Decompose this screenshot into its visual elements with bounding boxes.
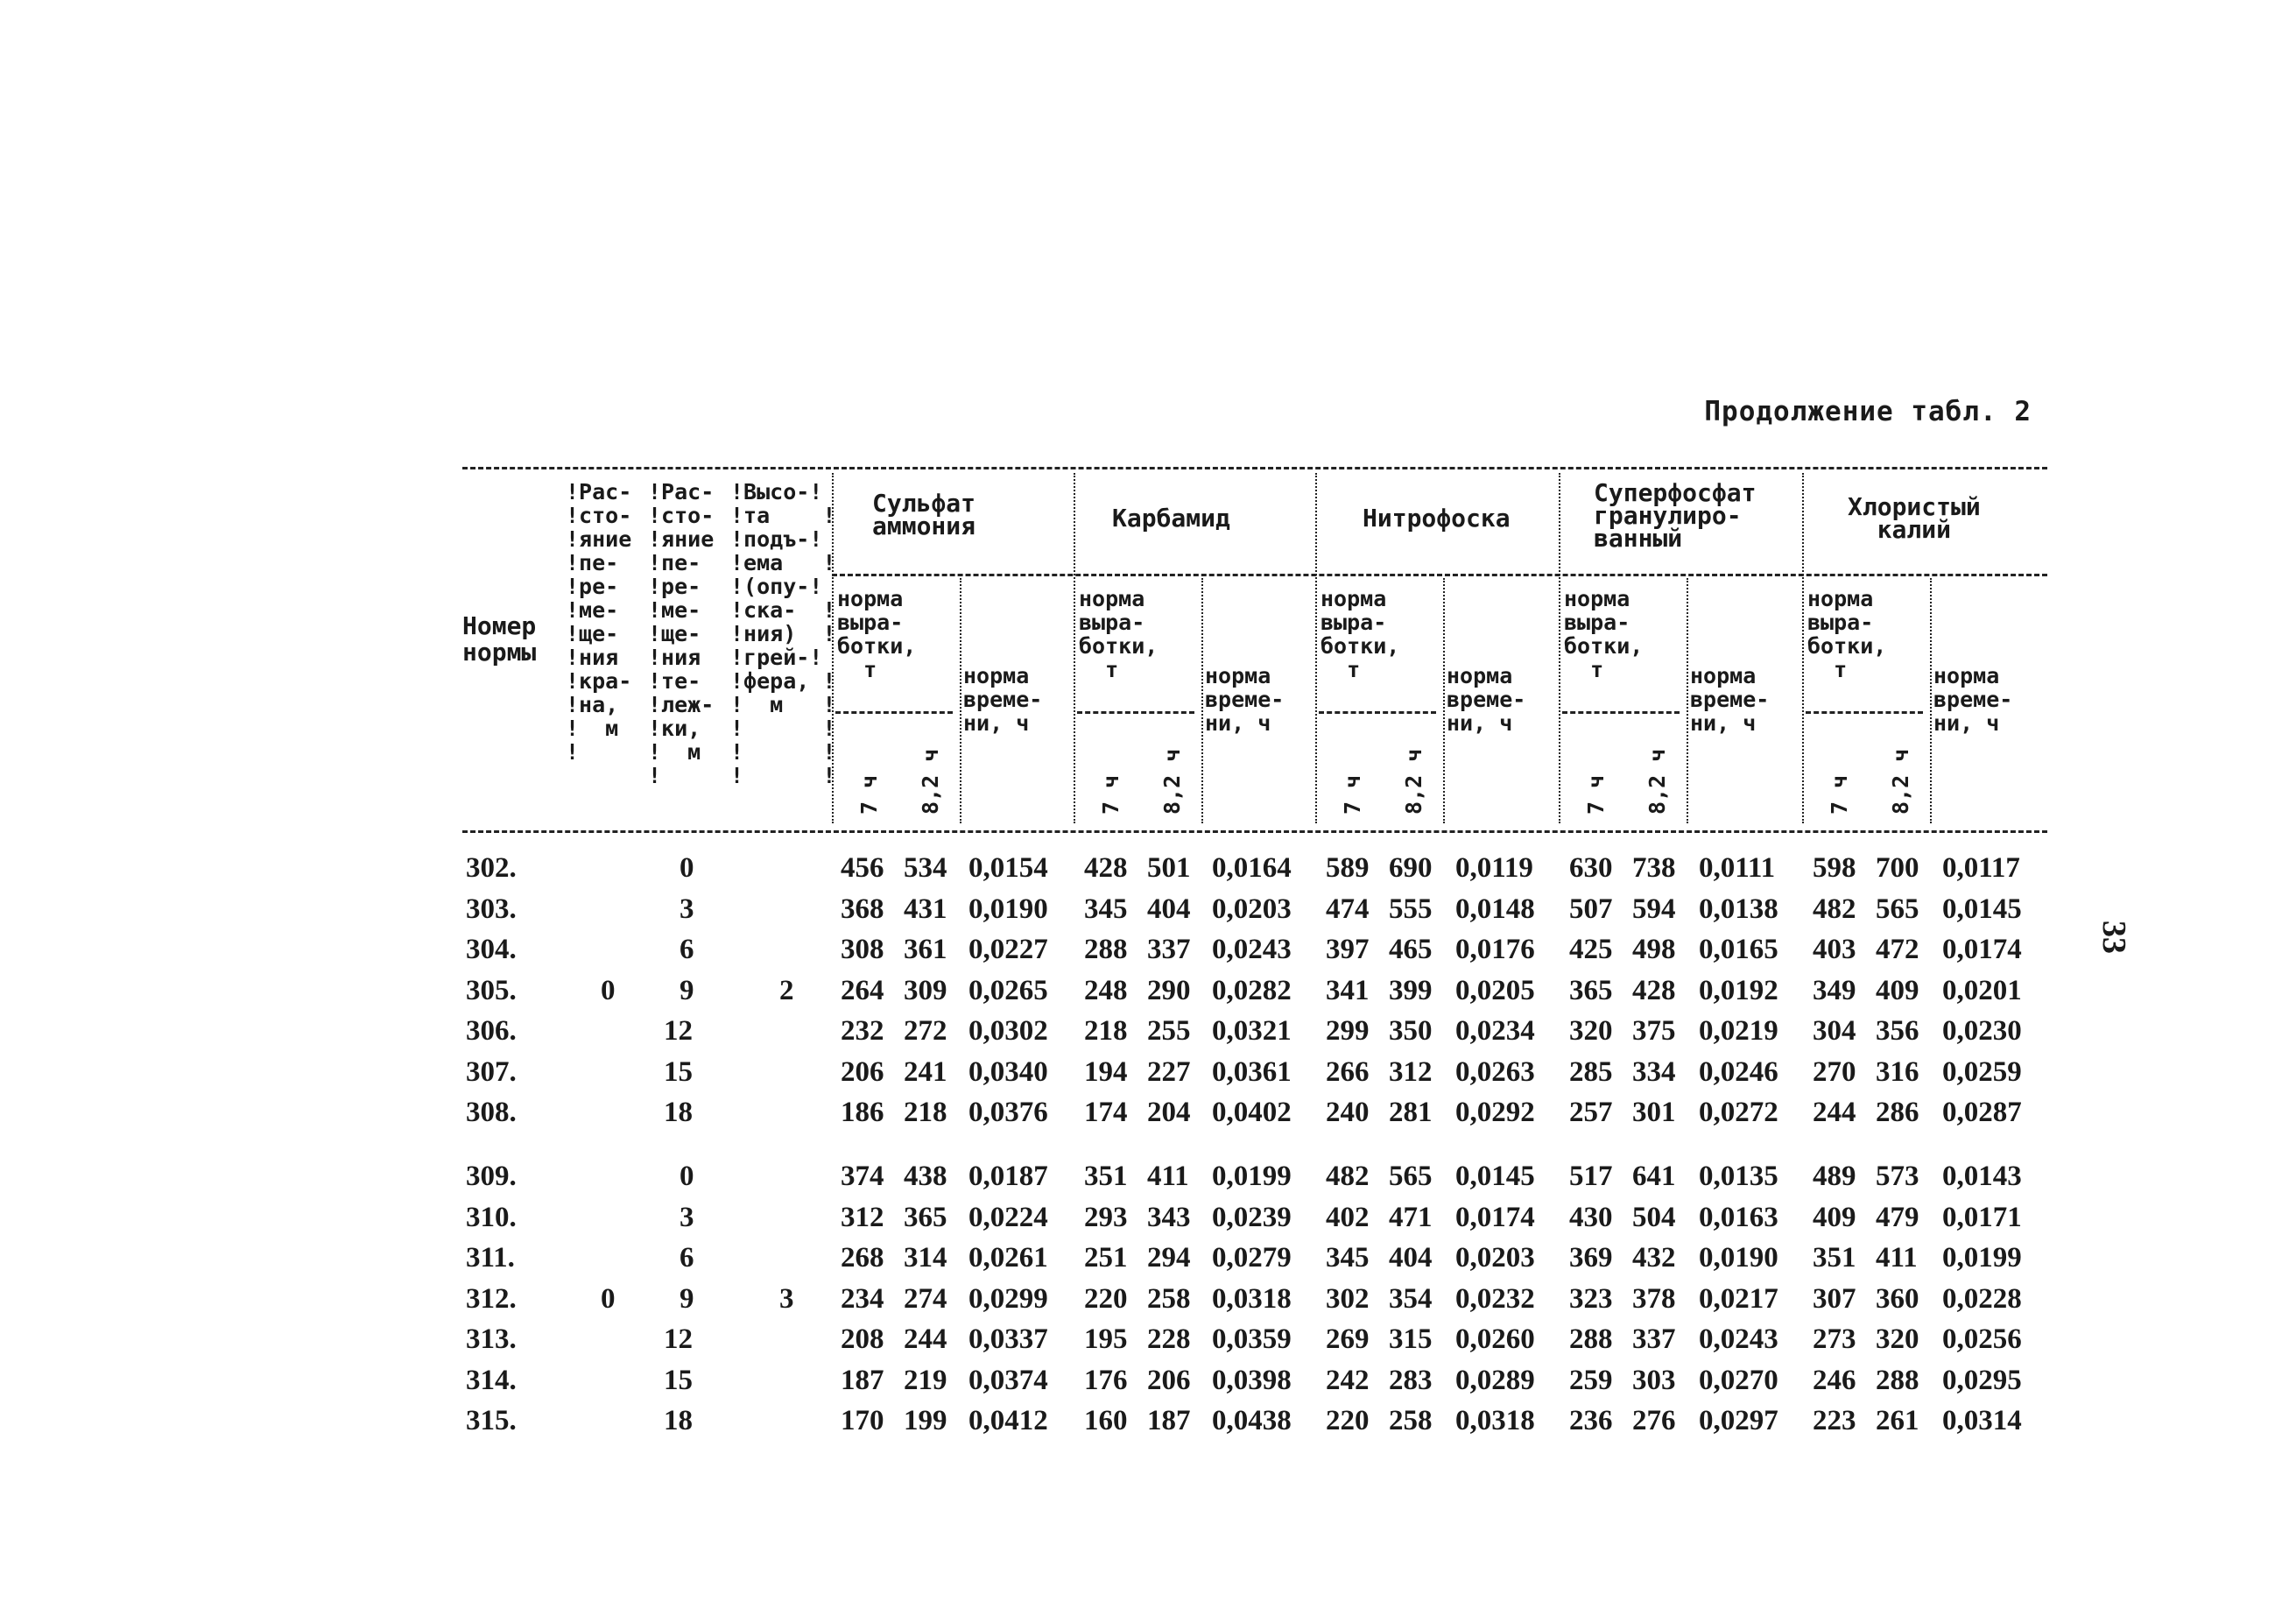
row-number: 305. xyxy=(466,974,517,1006)
table-cell: 0,0265 xyxy=(968,974,1048,1006)
subheader-rule xyxy=(835,711,953,714)
header-rast-kran: !Рас- !сто- !яние !пе- !ре- !ме- !ще- !ния !кра- !на, ! м ! xyxy=(566,479,632,765)
table-cell: 0,0292 xyxy=(1455,1097,1535,1128)
table-cell: 517 xyxy=(1569,1161,1613,1192)
table-cell: 700 xyxy=(1876,852,1919,884)
table-cell: 272 xyxy=(904,1015,947,1047)
table-cell: 374 xyxy=(841,1161,884,1192)
table-cell: 314 xyxy=(904,1242,947,1274)
header-mid-rule xyxy=(832,574,2047,576)
table-cell: 337 xyxy=(1632,1323,1676,1355)
table-cell: 0,0302 xyxy=(968,1015,1048,1047)
cell-rast-tel: 18 xyxy=(664,1097,693,1128)
table-cell: 0,0402 xyxy=(1212,1097,1292,1128)
table-cell: 0,0201 xyxy=(1942,974,2022,1006)
table-cell: 411 xyxy=(1876,1242,1918,1274)
table-cell: 0,0299 xyxy=(968,1282,1048,1315)
row-number: 310. xyxy=(466,1201,517,1233)
table-cell: 598 xyxy=(1813,852,1856,884)
subheader-rule xyxy=(1562,711,1680,714)
table-cell: 290 xyxy=(1147,974,1191,1006)
header-norma-vremeni: норма време- ни, ч xyxy=(1205,663,1285,736)
table-cell: 350 xyxy=(1389,1015,1433,1047)
table-cell: 0,0224 xyxy=(968,1201,1048,1233)
table-cell: 240 xyxy=(1326,1097,1370,1128)
table-caption: Продолжение табл. 2 xyxy=(1704,396,2032,427)
cell-rast-tel: 9 xyxy=(680,1282,694,1315)
table-cell: 199 xyxy=(904,1405,947,1436)
table-cell: 223 xyxy=(1813,1405,1856,1436)
table-cell: 349 xyxy=(1813,974,1856,1006)
table-cell: 0,0199 xyxy=(1212,1161,1292,1192)
table-cell: 0,0289 xyxy=(1455,1364,1535,1396)
table-cell: 334 xyxy=(1632,1055,1676,1088)
table-cell: 0,0376 xyxy=(968,1097,1048,1128)
table-cell: 534 xyxy=(904,852,947,884)
cell-rast-tel: 6 xyxy=(680,1242,694,1274)
cell-rast-tel: 15 xyxy=(664,1364,693,1396)
header-8-2h: 8,2 ч xyxy=(1159,748,1185,815)
table-cell: 255 xyxy=(1147,1015,1191,1047)
table-cell: 431 xyxy=(904,893,947,925)
row-number: 313. xyxy=(466,1323,517,1355)
table-cell: 312 xyxy=(1389,1055,1433,1088)
row-number: 309. xyxy=(466,1161,517,1192)
table-cell: 288 xyxy=(1569,1323,1613,1355)
table-cell: 368 xyxy=(841,893,884,925)
table-cell: 0,0295 xyxy=(1942,1364,2022,1396)
table-cell: 0,0145 xyxy=(1455,1161,1535,1192)
table-cell: 507 xyxy=(1569,893,1613,925)
table-cell: 351 xyxy=(1084,1161,1128,1192)
table-cell: 565 xyxy=(1876,893,1919,925)
table-cell: 0,0145 xyxy=(1942,893,2022,925)
header-norma-vremeni: норма време- ни, ч xyxy=(1447,663,1526,736)
table-cell: 361 xyxy=(904,934,947,965)
cell-rast-tel: 0 xyxy=(680,1161,694,1192)
table-cell: 261 xyxy=(1876,1405,1919,1436)
table-cell: 0,0297 xyxy=(1699,1405,1778,1436)
table-cell: 194 xyxy=(1084,1055,1128,1088)
header-7h: 7 ч xyxy=(1098,774,1123,815)
table-cell: 337 xyxy=(1147,934,1191,965)
table-cell: 404 xyxy=(1389,1242,1433,1274)
table-cell: 0,0111 xyxy=(1699,852,1776,884)
row-number: 314. xyxy=(466,1364,517,1396)
page-number: 33 xyxy=(2095,921,2132,954)
table-cell: 288 xyxy=(1084,934,1128,965)
table-cell: 0,0340 xyxy=(968,1055,1048,1088)
table-cell: 0,0119 xyxy=(1455,852,1533,884)
table-cell: 0,0263 xyxy=(1455,1055,1535,1088)
table-cell: 308 xyxy=(841,934,884,965)
table-cell: 409 xyxy=(1813,1201,1856,1233)
table-cell: 251 xyxy=(1084,1242,1128,1274)
table-cell: 0,0192 xyxy=(1699,974,1778,1006)
cell-rast-tel: 18 xyxy=(664,1405,693,1436)
table-cell: 0,0138 xyxy=(1699,893,1778,925)
table-cell: 301 xyxy=(1632,1097,1676,1128)
table-cell: 0,0190 xyxy=(968,893,1048,925)
row-number: 302. xyxy=(466,852,517,884)
table-cell: 489 xyxy=(1813,1161,1856,1192)
table-cell: 0,0164 xyxy=(1212,852,1292,884)
table-cell: 264 xyxy=(841,974,884,1006)
table-cell: 273 xyxy=(1813,1323,1856,1355)
header-nomer: Номер нормы xyxy=(462,611,537,667)
header-7h: 7 ч xyxy=(1827,774,1852,815)
subheader-separator xyxy=(960,578,961,823)
table-cell: 0,0314 xyxy=(1942,1405,2022,1436)
table-cell: 0,0261 xyxy=(968,1242,1048,1274)
table-cell: 258 xyxy=(1389,1405,1433,1436)
table-cell: 0,0374 xyxy=(968,1364,1048,1396)
table-cell: 0,0154 xyxy=(968,852,1048,884)
table-cell: 258 xyxy=(1147,1282,1191,1315)
table-cell: 0,0203 xyxy=(1455,1242,1535,1274)
cell-rast-tel: 12 xyxy=(664,1015,693,1047)
table-cell: 411 xyxy=(1147,1161,1189,1192)
table-cell: 0,0243 xyxy=(1699,1323,1778,1355)
table-cell: 304 xyxy=(1813,1015,1856,1047)
table-cell: 341 xyxy=(1326,974,1370,1006)
cell-vys: 2 xyxy=(779,974,794,1006)
header-norma-vremeni: норма време- ни, ч xyxy=(963,663,1043,736)
table-cell: 482 xyxy=(1813,893,1856,925)
table-cell: 294 xyxy=(1147,1242,1191,1274)
table-cell: 356 xyxy=(1876,1015,1919,1047)
table-cell: 589 xyxy=(1326,852,1370,884)
header-7h: 7 ч xyxy=(1583,774,1609,815)
table-cell: 504 xyxy=(1632,1201,1676,1233)
table-cell: 498 xyxy=(1632,934,1676,965)
table-cell: 472 xyxy=(1876,934,1919,965)
table-cell: 501 xyxy=(1147,852,1191,884)
table-cell: 268 xyxy=(841,1242,884,1274)
table-cell: 0,0228 xyxy=(1942,1282,2022,1315)
table-cell: 738 xyxy=(1632,852,1676,884)
table-cell: 0,0165 xyxy=(1699,934,1778,965)
subheader-separator xyxy=(1443,578,1445,823)
table-cell: 0,0279 xyxy=(1212,1242,1292,1274)
table-cell: 270 xyxy=(1813,1055,1856,1088)
table-cell: 316 xyxy=(1876,1055,1919,1088)
table-cell: 0,0174 xyxy=(1942,934,2022,965)
table-cell: 0,0143 xyxy=(1942,1161,2022,1192)
table-cell: 0,0190 xyxy=(1699,1242,1778,1274)
group-name-nitrofoska: Нитрофоска xyxy=(1363,504,1511,533)
table-cell: 220 xyxy=(1084,1282,1128,1315)
header-norma-vremeni: норма време- ни, ч xyxy=(1933,663,2013,736)
table-cell: 232 xyxy=(841,1015,884,1047)
table-cell: 0,0318 xyxy=(1455,1405,1535,1436)
cell-rast-tel: 0 xyxy=(680,852,694,884)
table-cell: 471 xyxy=(1389,1201,1433,1233)
subheader-separator xyxy=(1930,578,1932,823)
table-cell: 299 xyxy=(1326,1015,1370,1047)
header-7h: 7 ч xyxy=(856,774,882,815)
table-cell: 438 xyxy=(904,1161,947,1192)
table-cell: 244 xyxy=(1813,1097,1856,1128)
table-cell: 309 xyxy=(904,974,947,1006)
header-vys: !Высо-! !та ! !подъ-! !ема ! !(опу-! !ска- ! !ния) ! !грей-! !фера, ! ! м ! ! ! ! ! ! ! xyxy=(730,479,836,788)
table-cell: 402 xyxy=(1326,1201,1370,1233)
row-number: 308. xyxy=(466,1097,517,1128)
table-cell: 425 xyxy=(1569,934,1613,965)
table-cell: 0,0282 xyxy=(1212,974,1292,1006)
group-separator xyxy=(1802,473,1804,823)
table-cell: 0,0287 xyxy=(1942,1097,2022,1128)
table-cell: 220 xyxy=(1326,1405,1370,1436)
table-cell: 315 xyxy=(1389,1323,1433,1355)
cell-rast-tel: 9 xyxy=(680,974,694,1006)
table-cell: 0,0259 xyxy=(1942,1055,2022,1088)
table-cell: 360 xyxy=(1876,1282,1919,1315)
header-8-2h: 8,2 ч xyxy=(1645,748,1670,815)
table-cell: 0,0272 xyxy=(1699,1097,1778,1128)
row-number: 303. xyxy=(466,893,517,925)
table-cell: 365 xyxy=(904,1201,947,1233)
table-cell: 257 xyxy=(1569,1097,1613,1128)
header-7h: 7 ч xyxy=(1340,774,1365,815)
table-cell: 281 xyxy=(1389,1097,1433,1128)
table-cell: 227 xyxy=(1147,1055,1191,1088)
table-cell: 323 xyxy=(1569,1282,1613,1315)
table-cell: 218 xyxy=(904,1097,947,1128)
table-cell: 266 xyxy=(1326,1055,1370,1088)
table-cell: 428 xyxy=(1632,974,1676,1006)
table-cell: 0,0230 xyxy=(1942,1015,2022,1047)
table-cell: 236 xyxy=(1569,1405,1613,1436)
table-cell: 0,0321 xyxy=(1212,1015,1292,1047)
header-norma-vremeni: норма време- ни, ч xyxy=(1690,663,1770,736)
table-cell: 641 xyxy=(1632,1161,1676,1192)
table-cell: 397 xyxy=(1326,934,1370,965)
table-cell: 0,0187 xyxy=(968,1161,1048,1192)
cell-rast-tel: 3 xyxy=(680,1201,694,1233)
table-cell: 285 xyxy=(1569,1055,1613,1088)
table-cell: 0,0260 xyxy=(1455,1323,1535,1355)
table-cell: 176 xyxy=(1084,1364,1128,1396)
header-bottom-rule xyxy=(462,830,2047,833)
table-cell: 0,0117 xyxy=(1942,852,2020,884)
table-cell: 234 xyxy=(841,1282,884,1315)
table-cell: 0,0234 xyxy=(1455,1015,1535,1047)
cell-rast-tel: 15 xyxy=(664,1055,693,1088)
table-cell: 0,0199 xyxy=(1942,1242,2022,1274)
table-cell: 206 xyxy=(841,1055,884,1088)
table-cell: 293 xyxy=(1084,1201,1128,1233)
table-cell: 594 xyxy=(1632,893,1676,925)
group-name-superfosfat: Суперфосфат гранулиро- ванный xyxy=(1594,478,1757,553)
row-number: 315. xyxy=(466,1405,517,1436)
table-cell: 246 xyxy=(1813,1364,1856,1396)
table-cell: 219 xyxy=(904,1364,947,1396)
group-separator xyxy=(1074,473,1075,823)
cell-rast-tel: 6 xyxy=(680,934,694,965)
table-cell: 307 xyxy=(1813,1282,1856,1315)
table-cell: 0,0135 xyxy=(1699,1161,1778,1192)
table-cell: 0,0361 xyxy=(1212,1055,1292,1088)
table-cell: 244 xyxy=(904,1323,947,1355)
table-cell: 378 xyxy=(1632,1282,1676,1315)
header-norma-vyrabotki: норма выра- ботки, т xyxy=(1321,586,1400,682)
table-cell: 206 xyxy=(1147,1364,1191,1396)
table-cell: 399 xyxy=(1389,974,1433,1006)
table-cell: 0,0163 xyxy=(1699,1201,1778,1233)
table-cell: 276 xyxy=(1632,1405,1676,1436)
group-name-kaliy: Хлористый калий xyxy=(1848,492,1981,544)
table-cell: 482 xyxy=(1326,1161,1370,1192)
table-cell: 404 xyxy=(1147,893,1191,925)
row-number: 304. xyxy=(466,934,517,965)
table-cell: 345 xyxy=(1326,1242,1370,1274)
table-cell: 565 xyxy=(1389,1161,1433,1192)
table-cell: 187 xyxy=(1147,1405,1191,1436)
row-number: 312. xyxy=(466,1282,517,1315)
cell-rast-tel: 3 xyxy=(680,893,694,925)
table-cell: 354 xyxy=(1389,1282,1433,1315)
table-cell: 269 xyxy=(1326,1323,1370,1355)
table-cell: 248 xyxy=(1084,974,1128,1006)
cell-rast-kran: 0 xyxy=(601,974,616,1006)
header-norma-vyrabotki: норма выра- ботки, т xyxy=(1079,586,1159,682)
table-cell: 430 xyxy=(1569,1201,1613,1233)
table-cell: 403 xyxy=(1813,934,1856,965)
table-cell: 0,0438 xyxy=(1212,1405,1292,1436)
table-cell: 432 xyxy=(1632,1242,1676,1274)
table-cell: 186 xyxy=(841,1097,884,1128)
table-cell: 465 xyxy=(1389,934,1433,965)
cell-rast-tel: 12 xyxy=(664,1323,693,1355)
header-norma-vyrabotki: норма выра- ботки, т xyxy=(1564,586,1644,682)
table-cell: 474 xyxy=(1326,893,1370,925)
table-cell: 0,0171 xyxy=(1942,1201,2022,1233)
table-cell: 345 xyxy=(1084,893,1128,925)
table-cell: 160 xyxy=(1084,1405,1128,1436)
header-8-2h: 8,2 ч xyxy=(1888,748,1913,815)
table-cell: 0,0217 xyxy=(1699,1282,1778,1315)
table-cell: 0,0243 xyxy=(1212,934,1292,965)
table-cell: 174 xyxy=(1084,1097,1128,1128)
group-separator xyxy=(1315,473,1317,823)
subheader-rule xyxy=(1319,711,1436,714)
table-cell: 303 xyxy=(1632,1364,1676,1396)
table-cell: 0,0227 xyxy=(968,934,1048,965)
table-cell: 428 xyxy=(1084,852,1128,884)
row-number: 311. xyxy=(466,1242,515,1274)
table-cell: 0,0256 xyxy=(1942,1323,2022,1355)
table-cell: 369 xyxy=(1569,1242,1613,1274)
table-cell: 0,0270 xyxy=(1699,1364,1778,1396)
table-cell: 343 xyxy=(1147,1201,1191,1233)
table-cell: 555 xyxy=(1389,893,1433,925)
table-cell: 0,0337 xyxy=(968,1323,1048,1355)
table-cell: 320 xyxy=(1876,1323,1919,1355)
group-name-sulfat: Сульфат аммония xyxy=(872,489,976,540)
header-8-2h: 8,2 ч xyxy=(1401,748,1426,815)
group-name-karbamid: Карбамид xyxy=(1112,504,1230,533)
table-cell: 286 xyxy=(1876,1097,1919,1128)
header-8-2h: 8,2 ч xyxy=(918,748,943,815)
table-cell: 259 xyxy=(1569,1364,1613,1396)
table-cell: 241 xyxy=(904,1055,947,1088)
table-cell: 0,0174 xyxy=(1455,1201,1535,1233)
table-cell: 195 xyxy=(1084,1323,1128,1355)
table-cell: 170 xyxy=(841,1405,884,1436)
group-separator xyxy=(832,473,834,823)
table-cell: 456 xyxy=(841,852,884,884)
table-cell: 0,0398 xyxy=(1212,1364,1292,1396)
table-cell: 0,0239 xyxy=(1212,1201,1292,1233)
table-cell: 0,0219 xyxy=(1699,1015,1778,1047)
table-cell: 630 xyxy=(1569,852,1613,884)
table-cell: 187 xyxy=(841,1364,884,1396)
table-cell: 479 xyxy=(1876,1201,1919,1233)
table-cell: 0,0246 xyxy=(1699,1055,1778,1088)
table-cell: 0,0148 xyxy=(1455,893,1535,925)
table-cell: 0,0318 xyxy=(1212,1282,1292,1315)
table-cell: 228 xyxy=(1147,1323,1191,1355)
table-cell: 690 xyxy=(1389,852,1433,884)
group-separator xyxy=(1559,473,1560,823)
table-cell: 0,0203 xyxy=(1212,893,1292,925)
table-cell: 242 xyxy=(1326,1364,1370,1396)
table-cell: 218 xyxy=(1084,1015,1128,1047)
header-rast-tel: !Рас- !сто- !яние !пе- !ре- !ме- !ще- !ния !те- !леж- !ки, ! м ! xyxy=(648,479,715,788)
table-cell: 320 xyxy=(1569,1015,1613,1047)
table-cell: 0,0176 xyxy=(1455,934,1535,965)
subheader-separator xyxy=(1201,578,1203,823)
table-cell: 274 xyxy=(904,1282,947,1315)
subheader-rule xyxy=(1806,711,1923,714)
header-norma-vyrabotki: норма выра- ботки, т xyxy=(1807,586,1887,682)
table-cell: 0,0205 xyxy=(1455,974,1535,1006)
table-cell: 375 xyxy=(1632,1015,1676,1047)
table-cell: 409 xyxy=(1876,974,1919,1006)
header-top-rule xyxy=(462,467,2047,469)
table-cell: 0,0232 xyxy=(1455,1282,1535,1315)
subheader-separator xyxy=(1687,578,1688,823)
table-cell: 0,0412 xyxy=(968,1405,1048,1436)
table-cell: 283 xyxy=(1389,1364,1433,1396)
table-cell: 573 xyxy=(1876,1161,1919,1192)
header-norma-vyrabotki: норма выра- ботки, т xyxy=(837,586,917,682)
cell-rast-kran: 0 xyxy=(601,1282,616,1315)
table-cell: 365 xyxy=(1569,974,1613,1006)
subheader-rule xyxy=(1077,711,1194,714)
table-cell: 312 xyxy=(841,1201,884,1233)
table-cell: 204 xyxy=(1147,1097,1191,1128)
table-cell: 208 xyxy=(841,1323,884,1355)
table-cell: 351 xyxy=(1813,1242,1856,1274)
table-cell: 288 xyxy=(1876,1364,1919,1396)
table-cell: 0,0359 xyxy=(1212,1323,1292,1355)
row-number: 306. xyxy=(466,1015,517,1047)
table-cell: 302 xyxy=(1326,1282,1370,1315)
cell-vys: 3 xyxy=(779,1282,794,1315)
row-number: 307. xyxy=(466,1055,517,1088)
